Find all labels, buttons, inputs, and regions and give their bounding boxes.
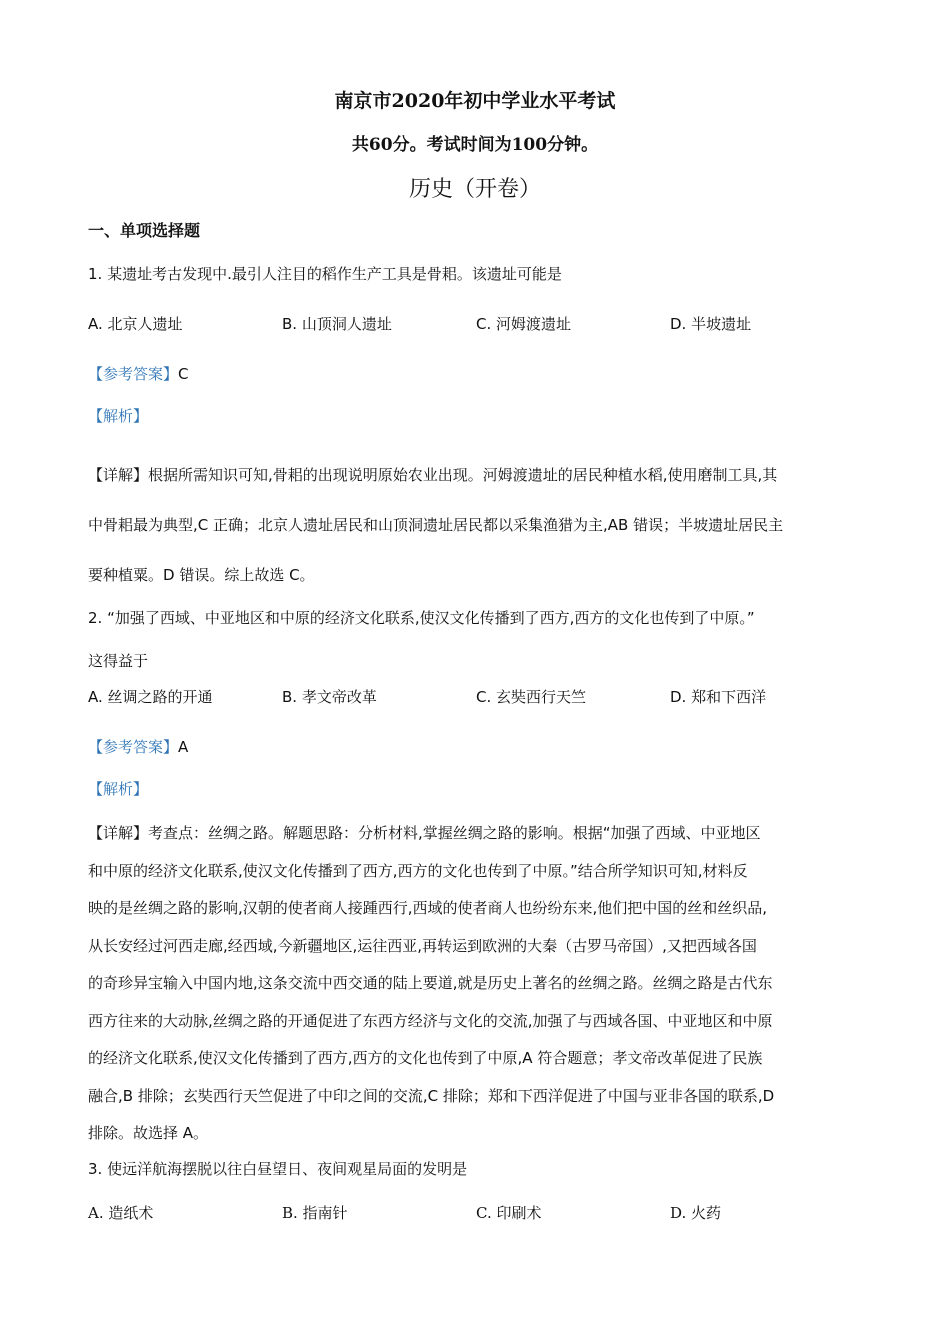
detail-line: 映的是丝绸之路的影响,汉朝的使者商人接踵西行,西域的使者商人也纷纷东来,他们把中国的丝和丝织品,: [88, 899, 768, 917]
answer-label: 【参考答案】: [88, 365, 179, 383]
question-2-option-b: B. 孝文帝改革: [282, 688, 377, 706]
subject-title: 历史（开卷）: [408, 177, 541, 202]
question-1-analysis-label: 【解析】: [88, 407, 149, 425]
detail-line: 的奇珍异宝输入中国内地,这条交流中西交通的陆上要道,就是历史上著名的丝绸之路。丝绸之路是古代东: [88, 974, 773, 992]
question-3-option-a: A. 造纸术: [88, 1204, 154, 1222]
question-2-analysis-label: 【解析】: [88, 780, 149, 798]
question-1-detail: [88, 450, 862, 600]
detail-line: 和中原的经济文化联系,使汉文化传播到了西方,西方的文化也传到了中原。”结合所学知识可知,材料反: [88, 861, 748, 880]
question-3-option-b: B. 指南针: [282, 1204, 348, 1222]
exam-subtitle: 共60分。考试时间为100分钟。: [351, 135, 599, 155]
stem-line: 这得益于: [88, 652, 149, 670]
exam-title: 南京市2020年初中学业水平考试: [334, 90, 616, 112]
detail-line: 西方往来的大动脉,丝绸之路的开通促进了东西方经济与文化的交流,加强了与西域各国、中亚地区和中原: [88, 1011, 773, 1030]
question-2-detail: [88, 815, 862, 1153]
stem-line: 2. “加强了西域、中亚地区和中原的经济文化联系,使汉文化传播到了西方,西方的文化也传到了中原。”: [88, 609, 755, 627]
question-2-stem: [88, 597, 862, 683]
detail-line: 排除。故选择 A。: [88, 1124, 209, 1142]
answer-value: C: [178, 365, 189, 383]
detail-line: 要种植粟。D 错误。综上故选 C。: [88, 566, 315, 584]
question-1-option-a: A. 北京人遗址: [88, 315, 183, 333]
question-1-option-b: B. 山顶洞人遗址: [282, 315, 392, 333]
question-1-stem: 1. 某遗址考古发现中.最引人注目的稻作生产工具是骨耜。该遗址可能是: [88, 265, 562, 283]
question-1-answer: [88, 363, 189, 384]
question-1-option-c: C. 河姆渡遗址: [476, 315, 572, 333]
detail-line: 【详解】考查点：丝绸之路。解题思路：分析材料,掌握丝绸之路的影响。根据“加强了西域、中亚地区: [88, 824, 761, 842]
question-3-option-c: C. 印刷术: [476, 1204, 542, 1222]
detail-line: 融合,B 排除；玄奘西行天竺促进了中印之间的交流,C 排除；郑和下西洋促进了中国与亚非各国的联系,D: [88, 1086, 775, 1105]
answer-value: A: [178, 738, 189, 756]
question-2-option-c: C. 玄奘西行天竺: [476, 688, 587, 706]
question-1-option-d: D. 半坡遗址: [670, 315, 752, 333]
question-2-answer: [88, 736, 188, 757]
detail-line: 从长安经过河西走廊,经西域,今新疆地区,运往西亚,再转运到欧洲的大秦（古罗马帝国）,又把西域各国: [88, 936, 757, 955]
detail-line: 【详解】根据所需知识可知,骨耜的出现说明原始农业出现。河姆渡遗址的居民种植水稻,使用磨制工具,其: [88, 466, 778, 484]
detail-line: 中骨耜最为典型,C 正确；北京人遗址居民和山顶洞遗址居民都以采集渔猎为主,AB 错误；半坡遗址居民主: [88, 516, 784, 534]
detail-line: 的经济文化联系,使汉文化传播到了西方,西方的文化也传到了中原,A 符合题意；孝文帝改革促进了民族: [88, 1049, 763, 1067]
section-heading: 一、单项选择题: [88, 221, 201, 240]
question-2-option-a: A. 丝调之路的开通: [88, 688, 213, 706]
question-2-option-d: D. 郑和下西洋: [670, 688, 767, 706]
question-3-option-d: D. 火药: [670, 1204, 722, 1222]
question-3-stem: 3. 使远洋航海摆脱以往白昼望日、夜间观星局面的发明是: [88, 1160, 468, 1178]
answer-label: 【参考答案】: [88, 738, 179, 756]
